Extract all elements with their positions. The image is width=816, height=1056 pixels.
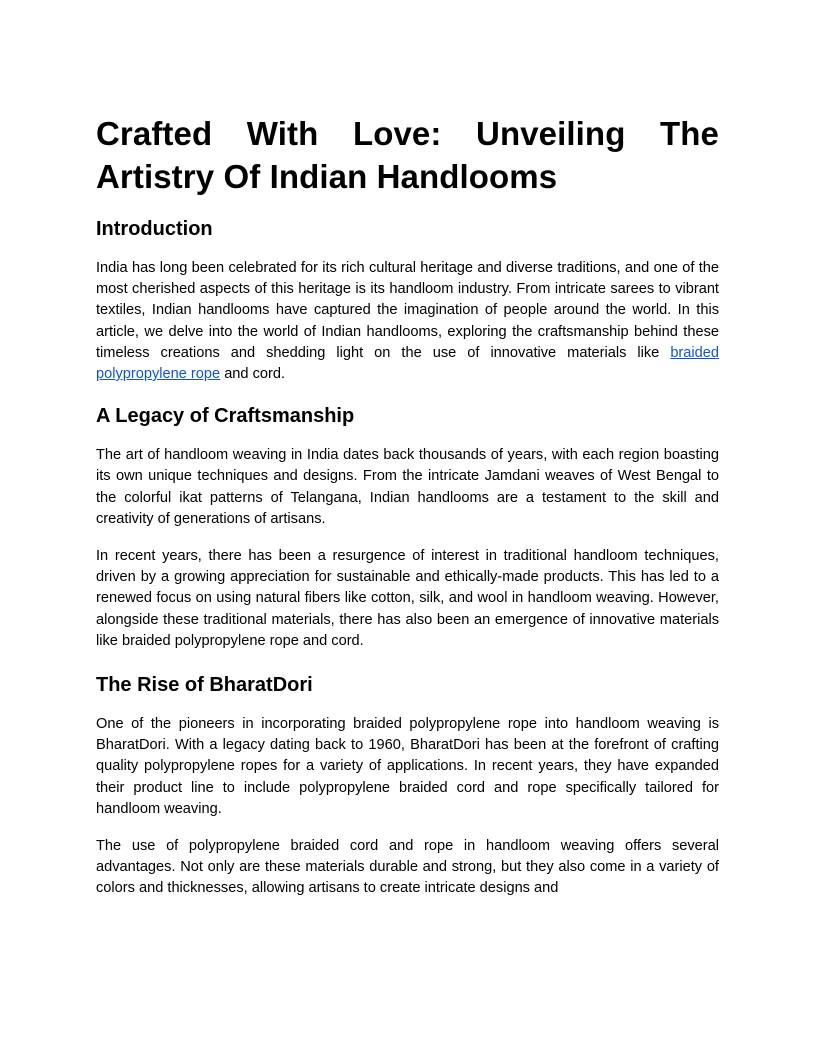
paragraph-introduction (96, 258, 719, 385)
page-title: Crafted With Love: Unveiling The Artistry Of Indian Handlooms (96, 115, 719, 195)
document-page (96, 112, 719, 900)
heading-legacy: A Legacy of Craftsmanship (96, 405, 355, 428)
paragraph-legacy-2: In recent years, there has been a resurgence of interest in traditional handloom techniques, driven by a growing appreciation for sustainable and ethically-made products. This has led to a renewed focus on using natural fibers like cotton, silk, and wool in handloom weaving. However, alongside these traditional materials, there has also been an emergence of innovative materials like braided polypropylene rope and cord. (96, 548, 719, 649)
paragraph-text: India has long been celebrated for its rich cultural heritage and diverse traditions, and one of the most cherished aspects of this heritage is its handloom industry. From intricate sarees to vibrant textiles, Indian handlooms have captured the imagination of people around the world. In this article, we delve into the world of Indian handlooms, exploring the craftsmanship behind these timeless creations and shedding light on the use of innovative materials like (96, 260, 719, 361)
heading-bharatdori: The Rise of BharatDori (96, 674, 313, 697)
heading-introduction: Introduction (96, 218, 213, 240)
paragraph-legacy-1: The art of handloom weaving in India dates back thousands of years, with each region boasting its own unique techniques and designs. From the intricate Jamdani weaves of West Bengal to the colorful ikat patterns of Telangana, Indian handlooms are a testament to the skill and creativity of generations of artisans. (96, 447, 719, 527)
paragraph-bharatdori-2: The use of polypropylene braided cord and rope in handloom weaving offers several advantages. Not only are these materials durable and strong, but they also come in a variety of colors and thicknesses, allowing artisans to create intricate designs and (96, 838, 719, 897)
paragraph-bharatdori-1: One of the pioneers in incorporating braided polypropylene rope into handloom weaving is BharatDori. With a legacy dating back to 1960, BharatDori has been at the forefront of crafting quality polypropylene ropes for a variety of applications. In recent years, they have expanded their product line to include polypropylene braided cord and rope specifically tailored for handloom weaving. (96, 716, 719, 817)
paragraph-text: and cord. (220, 366, 286, 383)
braided-rope-link[interactable]: braided polypropylene rope (96, 344, 719, 383)
